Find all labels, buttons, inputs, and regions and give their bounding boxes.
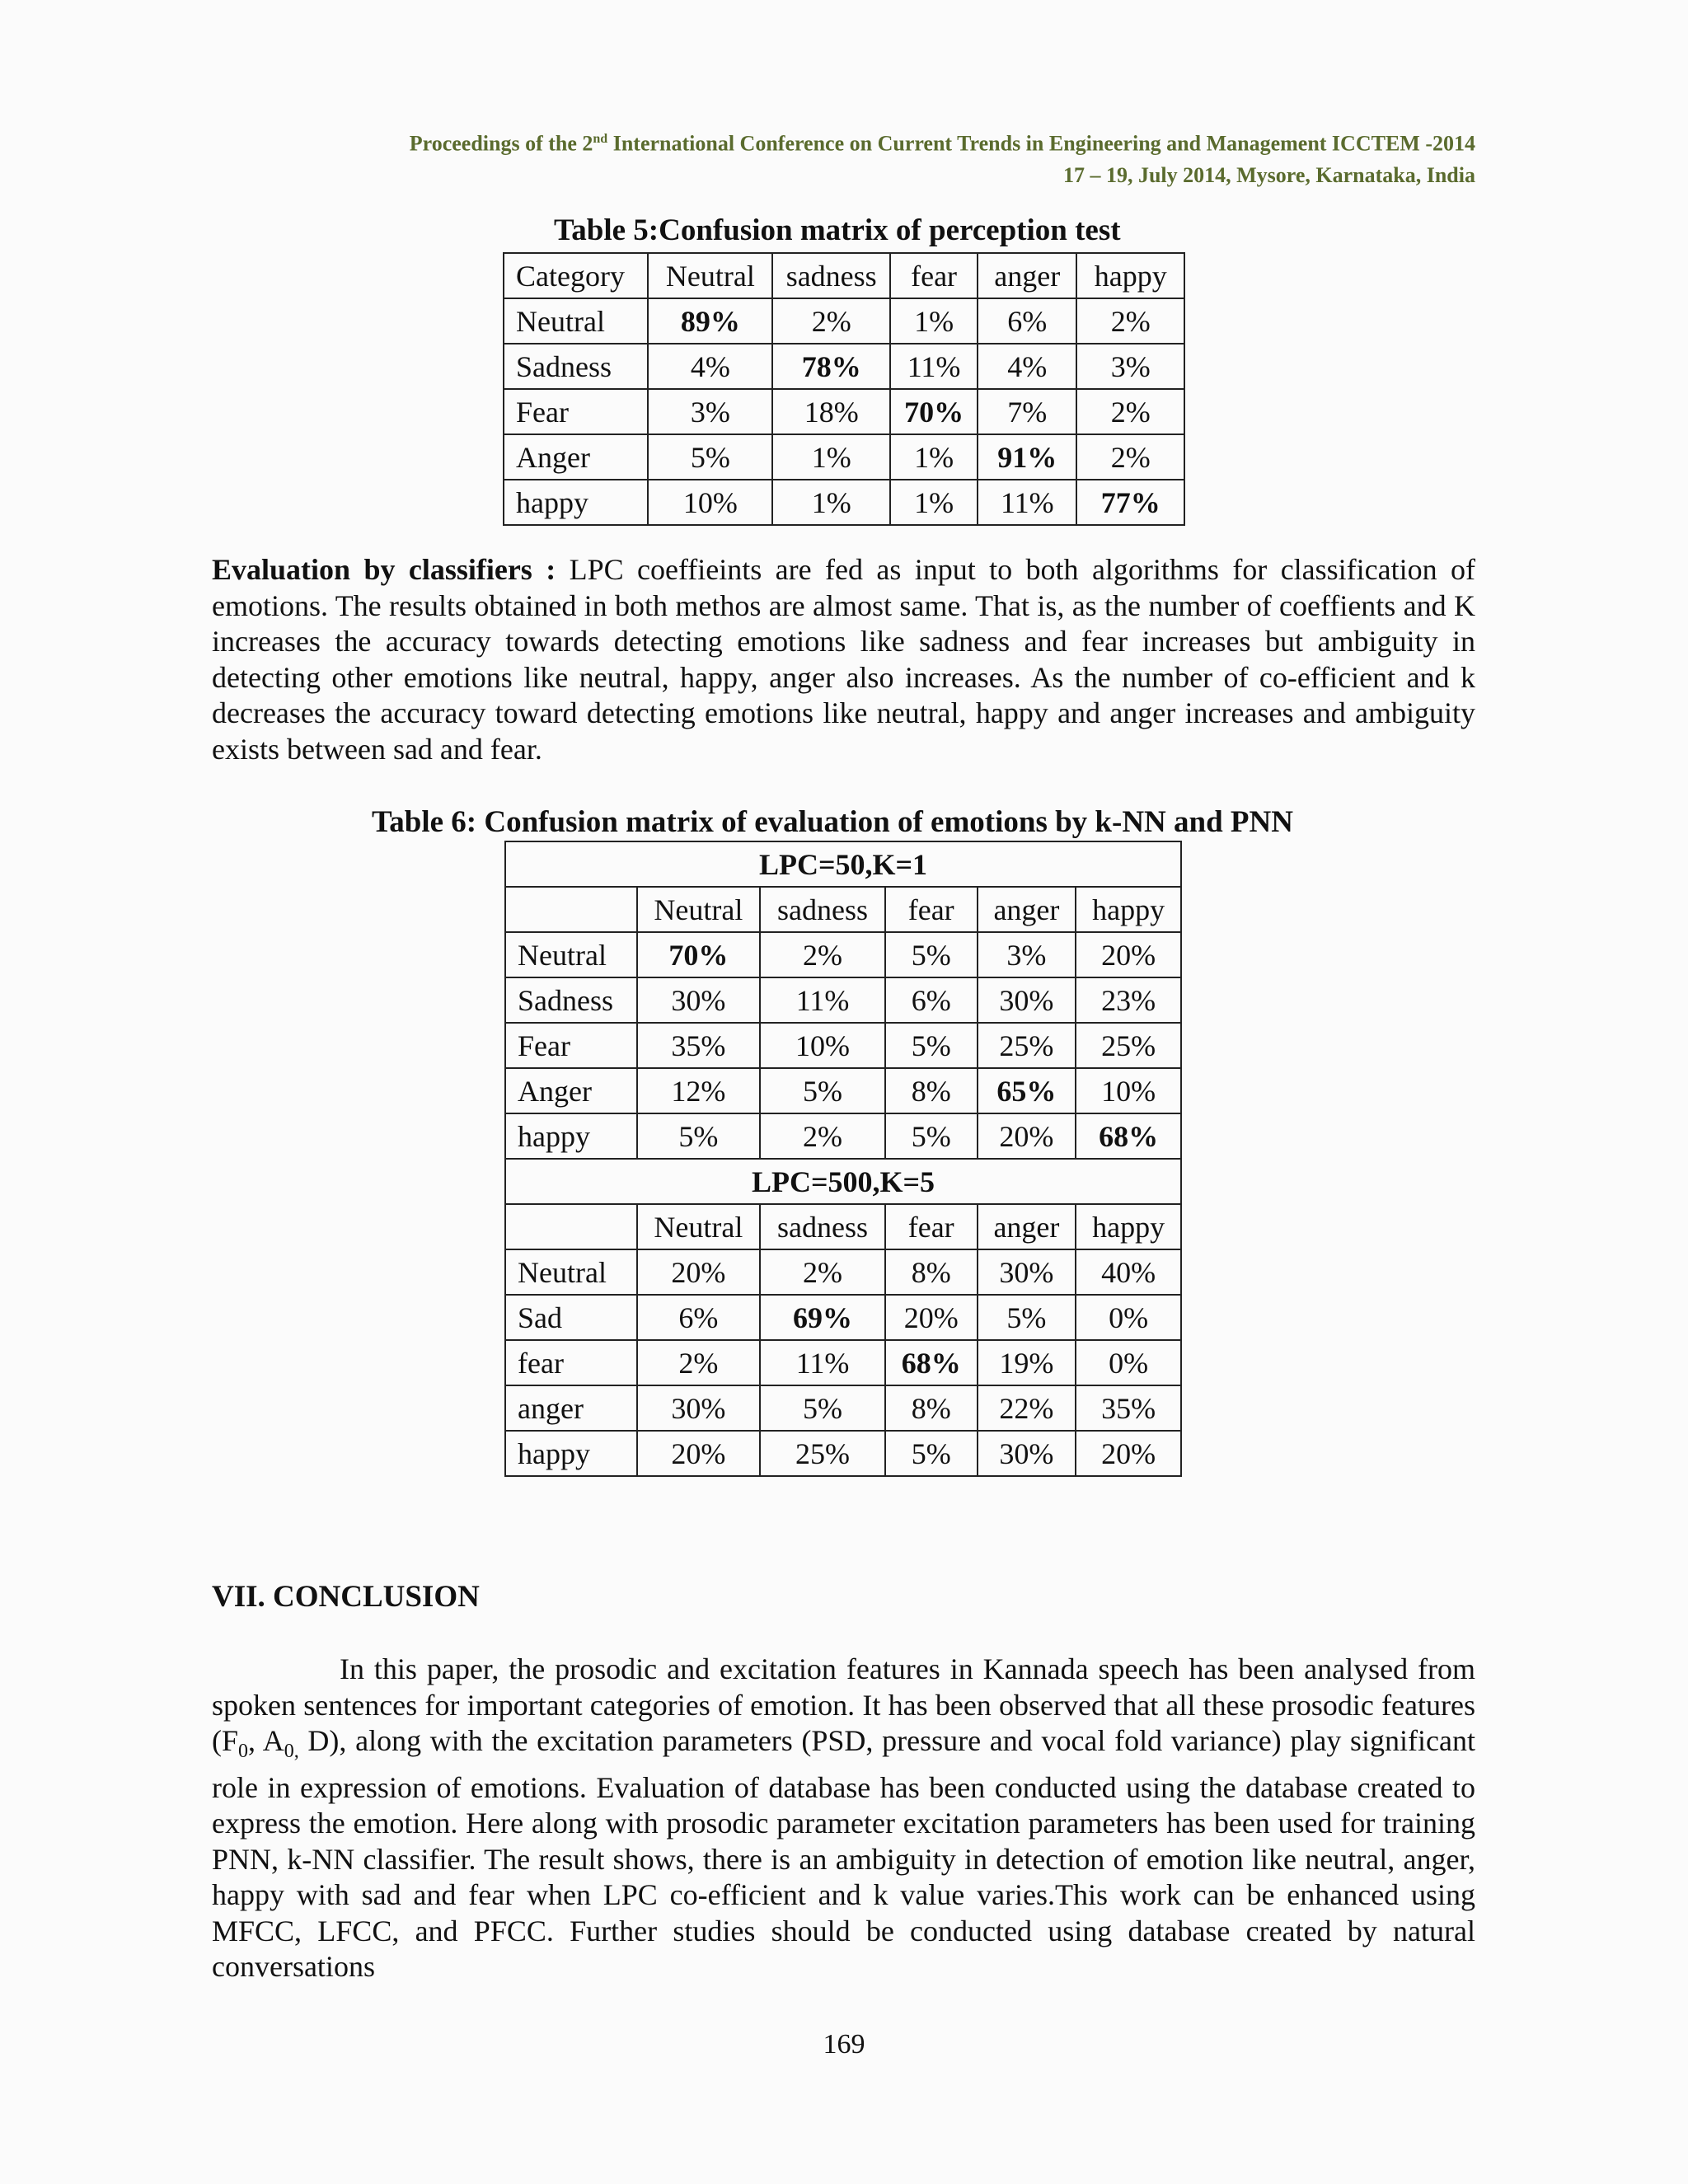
evaluation-lead: Evaluation by classifiers :	[212, 553, 556, 586]
table-cell: 8%	[885, 1249, 978, 1295]
table-cell: 30%	[978, 1431, 1076, 1476]
table-cell: 5%	[760, 1385, 885, 1431]
table-cell: 2%	[637, 1340, 761, 1385]
table-cell: 11%	[760, 977, 885, 1023]
column-header: fear	[885, 887, 978, 932]
table-cell: 3%	[648, 389, 772, 434]
section-title: LPC=500,K=5	[505, 1159, 1181, 1204]
table-row	[505, 1295, 1181, 1340]
table-cell: 8%	[885, 1068, 978, 1113]
table-row	[505, 977, 1181, 1023]
table-cell: 7%	[978, 389, 1076, 434]
table-cell: 12%	[637, 1068, 761, 1113]
section-title-row	[505, 841, 1181, 887]
table-cell: 35%	[637, 1023, 761, 1068]
table6-caption: Table 6: Confusion matrix of evaluation of emotions by k-NN and PNN	[372, 805, 1293, 839]
column-header: Neutral	[637, 887, 761, 932]
header-line-1: Proceedings of the 2nd International Conference on Current Trends in Engineering and Management ICCTEM -2014	[409, 131, 1475, 156]
row-label: Fear	[504, 389, 648, 434]
table-cell: 25%	[978, 1023, 1076, 1068]
table-cell: 5%	[978, 1295, 1076, 1340]
row-label: Neutral	[504, 298, 648, 344]
header-line-2: 17 – 19, July 2014, Mysore, Karnataka, India	[1062, 162, 1475, 187]
column-header	[505, 1204, 637, 1249]
row-label: fear	[505, 1340, 637, 1385]
row-label: happy	[504, 480, 648, 525]
column-header	[505, 887, 637, 932]
table-row	[505, 1385, 1181, 1431]
table-cell: 19%	[978, 1340, 1076, 1385]
table-row	[504, 344, 1184, 389]
row-label: happy	[505, 1431, 637, 1476]
table-row	[504, 434, 1184, 480]
table-row	[504, 298, 1184, 344]
column-header: anger	[978, 253, 1076, 298]
section-title-row	[505, 1159, 1181, 1204]
table-cell: 35%	[1076, 1385, 1181, 1431]
column-header: fear	[885, 1204, 978, 1249]
table-cell: 68%	[885, 1340, 978, 1385]
table-cell: 5%	[885, 1113, 978, 1159]
table-cell: 20%	[885, 1295, 978, 1340]
table-cell: 20%	[637, 1249, 761, 1295]
table-cell: 1%	[772, 434, 890, 480]
table-cell: 22%	[978, 1385, 1076, 1431]
table-cell: 4%	[978, 344, 1076, 389]
row-label: Anger	[504, 434, 648, 480]
column-header: sadness	[760, 887, 885, 932]
table-cell: 2%	[760, 1113, 885, 1159]
table-cell: 69%	[760, 1295, 885, 1340]
table5-body	[504, 253, 1184, 525]
table-header-row	[505, 1204, 1181, 1249]
table-cell: 65%	[978, 1068, 1076, 1113]
table-cell: 30%	[637, 1385, 761, 1431]
table-cell: 30%	[978, 977, 1076, 1023]
section-title: LPC=50,K=1	[505, 841, 1181, 887]
row-label: anger	[505, 1385, 637, 1431]
table-cell: 3%	[978, 932, 1076, 977]
table-row	[505, 932, 1181, 977]
column-header: happy	[1076, 1204, 1181, 1249]
table-cell: 2%	[760, 1249, 885, 1295]
table5-caption: Table 5:Confusion matrix of perception test	[554, 213, 1121, 247]
table6-body	[505, 841, 1181, 1476]
table-cell: 20%	[1076, 1431, 1181, 1476]
table-cell: 70%	[637, 932, 761, 977]
table-cell: 2%	[1076, 434, 1184, 480]
evaluation-text: LPC coeffieints are fed as input to both algorithms for classification of emotions. The results obtained in both methos are almost same. That is, as the number of coeffients and K increases the accuracy towards detecting emotions like sadness and fear increases but ambiguity in detecting other emotions like neutral, happy, anger also increases. As the number of co-efficient and k decreases the accuracy toward detecting emotions like neutral, happy and anger increases and ambiguity exists between sad and fear.	[212, 553, 1476, 766]
table-cell: 40%	[1076, 1249, 1181, 1295]
column-header: Category	[504, 253, 648, 298]
table-cell: 20%	[978, 1113, 1076, 1159]
table-cell: 5%	[648, 434, 772, 480]
table-cell: 10%	[760, 1023, 885, 1068]
table-cell: 2%	[1076, 389, 1184, 434]
row-label: Anger	[505, 1068, 637, 1113]
row-label: Fear	[505, 1023, 637, 1068]
table6-confusion-matrix	[504, 841, 1182, 1477]
table-cell: 25%	[1076, 1023, 1181, 1068]
table-row	[505, 1340, 1181, 1385]
table-cell: 23%	[1076, 977, 1181, 1023]
table-header-row	[504, 253, 1184, 298]
table-cell: 11%	[760, 1340, 885, 1385]
table-row	[505, 1431, 1181, 1476]
table-cell: 70%	[890, 389, 978, 434]
table-cell: 10%	[1076, 1068, 1181, 1113]
column-header: sadness	[772, 253, 890, 298]
table-cell: 91%	[978, 434, 1076, 480]
table-cell: 18%	[772, 389, 890, 434]
table-cell: 1%	[890, 480, 978, 525]
table-cell: 78%	[772, 344, 890, 389]
evaluation-paragraph	[212, 552, 1475, 767]
table-cell: 2%	[1076, 298, 1184, 344]
table-cell: 5%	[885, 1023, 978, 1068]
table-row	[505, 1023, 1181, 1068]
table-row	[504, 480, 1184, 525]
row-label: Sad	[505, 1295, 637, 1340]
table-cell: 77%	[1076, 480, 1184, 525]
table-row	[504, 389, 1184, 434]
table-cell: 2%	[760, 932, 885, 977]
column-header: fear	[890, 253, 978, 298]
table-cell: 11%	[890, 344, 978, 389]
table-cell: 1%	[890, 434, 978, 480]
table-cell: 2%	[772, 298, 890, 344]
table-cell: 30%	[637, 977, 761, 1023]
row-label: Neutral	[505, 1249, 637, 1295]
table-cell: 89%	[648, 298, 772, 344]
row-label: Sadness	[505, 977, 637, 1023]
table-cell: 11%	[978, 480, 1076, 525]
table-cell: 68%	[1076, 1113, 1181, 1159]
table-header-row	[505, 887, 1181, 932]
table-cell: 20%	[1076, 932, 1181, 977]
conference-header	[410, 124, 1475, 191]
row-label: Sadness	[504, 344, 648, 389]
table-cell: 30%	[978, 1249, 1076, 1295]
table-cell: 0%	[1076, 1340, 1181, 1385]
table-row	[505, 1249, 1181, 1295]
table-cell: 3%	[1076, 344, 1184, 389]
table-cell: 8%	[885, 1385, 978, 1431]
table-cell: 4%	[648, 344, 772, 389]
table-cell: 6%	[885, 977, 978, 1023]
column-header: anger	[978, 887, 1076, 932]
column-header: happy	[1076, 253, 1184, 298]
table5-confusion-matrix	[503, 252, 1185, 526]
column-header: happy	[1076, 887, 1181, 932]
table-cell: 1%	[890, 298, 978, 344]
conclusion-paragraph: In this paper, the prosodic and excitation features in Kannada speech has been analysed from spoken sentences for important categories of emotion. It has been observed that all these prosodic features ($F_0$, $A_{0,}$ D), along with the excitation parameters (PSD, pressure and vocal fold variance) play significant role in expression of emotions. Evaluation of database has been conducted using the database created to express the emotion. Here along with prosodic parameter excitation parameters has been used for training PNN, k-NN classifier. The result shows, there is an ambiguity in detection of emotion like neutral, anger, happy with sad and fear when LPC co-efficient and k value varies.This work can be enhanced using MFCC, LFCC, and PFCC. Further studies should be conducted using database created by natural conversations	[212, 1652, 1476, 1984]
table-cell: 5%	[637, 1113, 761, 1159]
column-header: anger	[978, 1204, 1076, 1249]
table-cell: 5%	[885, 1431, 978, 1476]
table-cell: 20%	[637, 1431, 761, 1476]
table-cell: 10%	[648, 480, 772, 525]
table-cell: 1%	[772, 480, 890, 525]
table-cell: 25%	[760, 1431, 885, 1476]
table-cell: 5%	[885, 932, 978, 977]
table-row	[505, 1068, 1181, 1113]
column-header: Neutral	[648, 253, 772, 298]
table-cell: 0%	[1076, 1295, 1181, 1340]
table-cell: 6%	[637, 1295, 761, 1340]
column-header: Neutral	[637, 1204, 761, 1249]
page-number: 169	[823, 2029, 865, 2060]
conclusion-heading: VII. CONCLUSION	[212, 1580, 480, 1614]
row-label: Neutral	[505, 932, 637, 977]
table-row	[505, 1113, 1181, 1159]
table-cell: 6%	[978, 298, 1076, 344]
row-label: happy	[505, 1113, 637, 1159]
column-header: sadness	[760, 1204, 885, 1249]
table-cell: 5%	[760, 1068, 885, 1113]
